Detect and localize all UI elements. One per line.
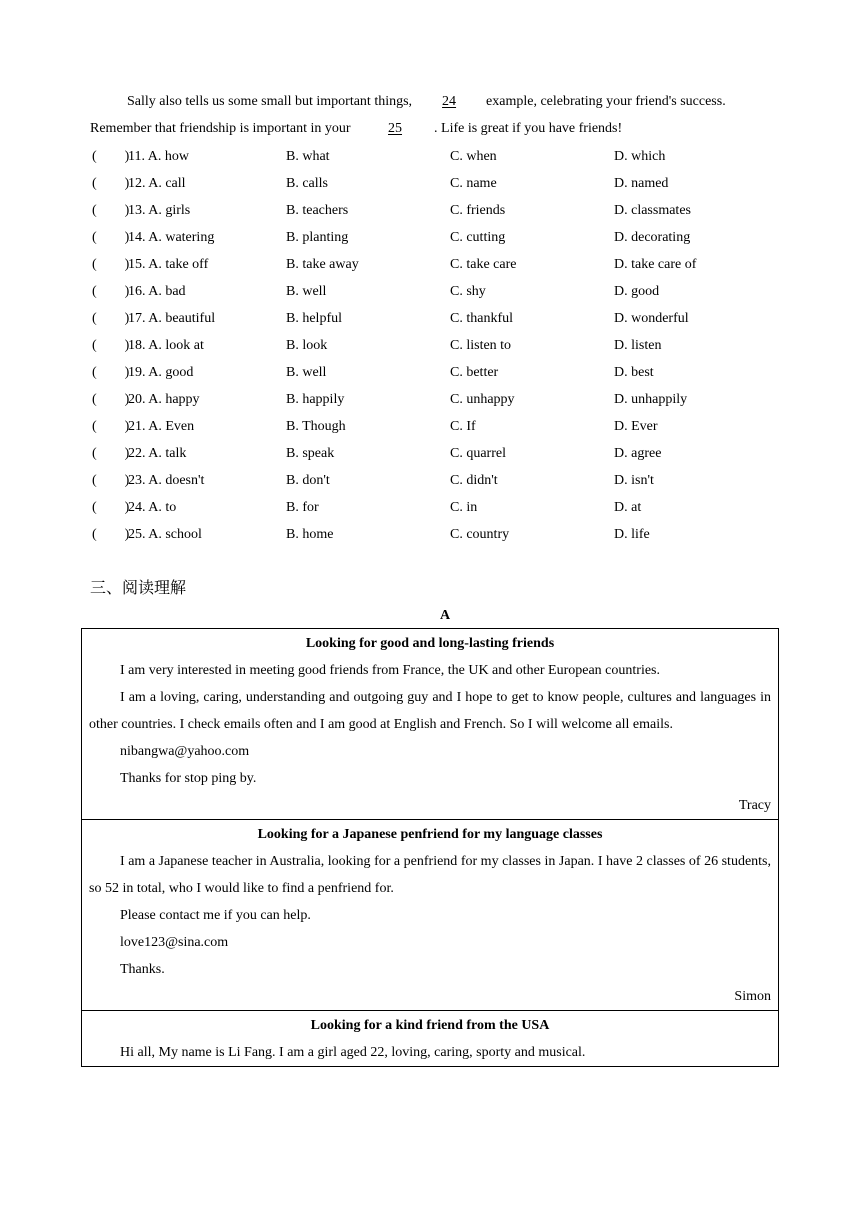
ad-tracy: [82, 629, 778, 820]
option-d: D. decorating: [614, 230, 691, 245]
option-a: 24. A. to: [128, 500, 177, 515]
option-b: B. teachers: [286, 203, 349, 218]
option-c: C. in: [450, 500, 478, 515]
ad-paragraph: I am very interested in meeting good friends from France, the UK and other European countries.: [120, 663, 660, 678]
ad-email: love123@sina.com: [120, 935, 229, 950]
passage-text: Remember that friendship is important in your: [90, 121, 351, 136]
passage-line-1: [90, 88, 817, 115]
ad-title: Looking for good and long-lasting friends: [305, 636, 555, 651]
option-c: C. name: [450, 176, 497, 191]
option-b: B. well: [286, 284, 327, 299]
question-row: [92, 143, 782, 170]
option-b: B. what: [286, 149, 330, 164]
option-d: D. good: [614, 284, 660, 299]
option-d: D. classmates: [614, 203, 691, 218]
option-b: B. don't: [286, 473, 330, 488]
answer-blank: ( ): [92, 203, 130, 218]
answer-blank: ( ): [92, 392, 130, 407]
option-c: C. thankful: [450, 311, 513, 326]
ad-paragraph: Hi all, My name is Li Fang. I am a girl aged 22, loving, caring, sporty and musical.: [120, 1045, 586, 1060]
question-row: [92, 494, 782, 521]
option-d: D. take care of: [614, 257, 697, 272]
passage-text: Sally also tells us some small but important things,: [127, 94, 413, 109]
option-b: B. Though: [286, 419, 346, 434]
option-c: C. friends: [450, 203, 506, 218]
ad-paragraph: I am a loving, caring, understanding and outgoing guy and I hope to get to know people, cultures and languages in other countries. I check emails often and I am good at English and French. So I will welcome all emails.: [89, 690, 771, 732]
option-d: D. which: [614, 149, 666, 164]
penfriend-ads-table: [81, 628, 779, 1067]
option-b: B. happily: [286, 392, 345, 407]
ad-li-fang: [82, 1011, 778, 1066]
question-row: [92, 305, 782, 332]
answer-blank: ( ): [92, 419, 130, 434]
question-row: [92, 467, 782, 494]
option-b: B. speak: [286, 446, 335, 461]
option-d: D. isn't: [614, 473, 654, 488]
option-b: B. planting: [286, 230, 349, 245]
option-a: 18. A. look at: [128, 338, 204, 353]
ad-signature: Simon: [734, 989, 771, 1004]
blank-25: 25: [388, 121, 403, 136]
answer-blank: ( ): [92, 338, 130, 353]
option-b: B. helpful: [286, 311, 342, 326]
question-row: [92, 359, 782, 386]
option-c: C. take care: [450, 257, 517, 272]
answer-blank: ( ): [92, 473, 130, 488]
answer-blank: ( ): [92, 446, 130, 461]
ad-paragraph: Thanks.: [120, 962, 165, 977]
ad-paragraph: Thanks for stop ping by.: [120, 771, 257, 786]
option-b: B. home: [286, 527, 334, 542]
option-d: D. at: [614, 500, 642, 515]
answer-blank: ( ): [92, 284, 130, 299]
option-a: 12. A. call: [128, 176, 186, 191]
question-row: [92, 386, 782, 413]
ad-simon: [82, 820, 778, 1011]
option-c: C. If: [450, 419, 476, 434]
option-b: B. look: [286, 338, 328, 353]
option-d: D. listen: [614, 338, 662, 353]
question-row: [92, 440, 782, 467]
question-row: [92, 278, 782, 305]
question-row: [92, 413, 782, 440]
option-c: C. unhappy: [450, 392, 515, 407]
option-c: C. shy: [450, 284, 486, 299]
option-c: C. cutting: [450, 230, 506, 245]
answer-blank: ( ): [92, 500, 130, 515]
option-b: B. take away: [286, 257, 359, 272]
option-a: 16. A. bad: [128, 284, 186, 299]
option-a: 22. A. talk: [128, 446, 187, 461]
option-c: C. quarrel: [450, 446, 506, 461]
option-d: D. best: [614, 365, 654, 380]
answer-blank: ( ): [92, 176, 130, 191]
option-b: B. calls: [286, 176, 328, 191]
answer-blank: ( ): [92, 527, 130, 542]
option-b: B. well: [286, 365, 327, 380]
blank-24: 24: [442, 94, 457, 109]
passage-text: . Life is great if you have friends!: [434, 121, 623, 136]
option-c: C. better: [450, 365, 499, 380]
option-a: 17. A. beautiful: [128, 311, 216, 326]
cloze-options: [92, 143, 782, 548]
option-a: 19. A. good: [128, 365, 194, 380]
option-b: B. for: [286, 500, 319, 515]
answer-blank: ( ): [92, 230, 130, 245]
question-row: [92, 224, 782, 251]
answer-blank: ( ): [92, 311, 130, 326]
option-a: 21. A. Even: [128, 419, 195, 434]
question-row: [92, 521, 782, 548]
question-row: [92, 332, 782, 359]
option-d: D. unhappily: [614, 392, 688, 407]
option-a: 23. A. doesn't: [128, 473, 205, 488]
passage-label: A: [439, 608, 451, 623]
option-a: 14. A. watering: [128, 230, 215, 245]
option-c: C. country: [450, 527, 510, 542]
ad-title: Looking for a kind friend from the USA: [310, 1018, 550, 1033]
ad-paragraph: I am a Japanese teacher in Australia, looking for a penfriend for my classes in Japan. I have 2 classes of 26 students, so 52 in total, who I would like to find a penfriend for.: [89, 854, 771, 896]
question-row: [92, 170, 782, 197]
option-d: D. wonderful: [614, 311, 689, 326]
option-a: 13. A. girls: [128, 203, 191, 218]
question-row: [92, 251, 782, 278]
ad-email: nibangwa@yahoo.com: [120, 744, 250, 759]
ad-paragraph: Please contact me if you can help.: [120, 908, 311, 923]
option-d: D. life: [614, 527, 650, 542]
passage-text: example, celebrating your friend's success.: [486, 94, 726, 109]
option-a: 11. A. how: [128, 149, 189, 164]
answer-blank: ( ): [92, 365, 130, 380]
option-d: D. Ever: [614, 419, 658, 434]
option-a: 15. A. take off: [128, 257, 209, 272]
answer-blank: ( ): [92, 149, 130, 164]
answer-blank: ( ): [92, 257, 130, 272]
section-heading: 三、阅读理解: [90, 578, 187, 597]
option-d: D. agree: [614, 446, 662, 461]
ad-title: Looking for a Japanese penfriend for my language classes: [257, 827, 603, 842]
passage-line-2: [90, 115, 780, 142]
option-a: 25. A. school: [128, 527, 202, 542]
option-d: D. named: [614, 176, 669, 191]
option-c: C. when: [450, 149, 497, 164]
question-row: [92, 197, 782, 224]
option-a: 20. A. happy: [128, 392, 200, 407]
ad-signature: Tracy: [738, 798, 771, 813]
option-c: C. listen to: [450, 338, 512, 353]
option-c: C. didn't: [450, 473, 498, 488]
